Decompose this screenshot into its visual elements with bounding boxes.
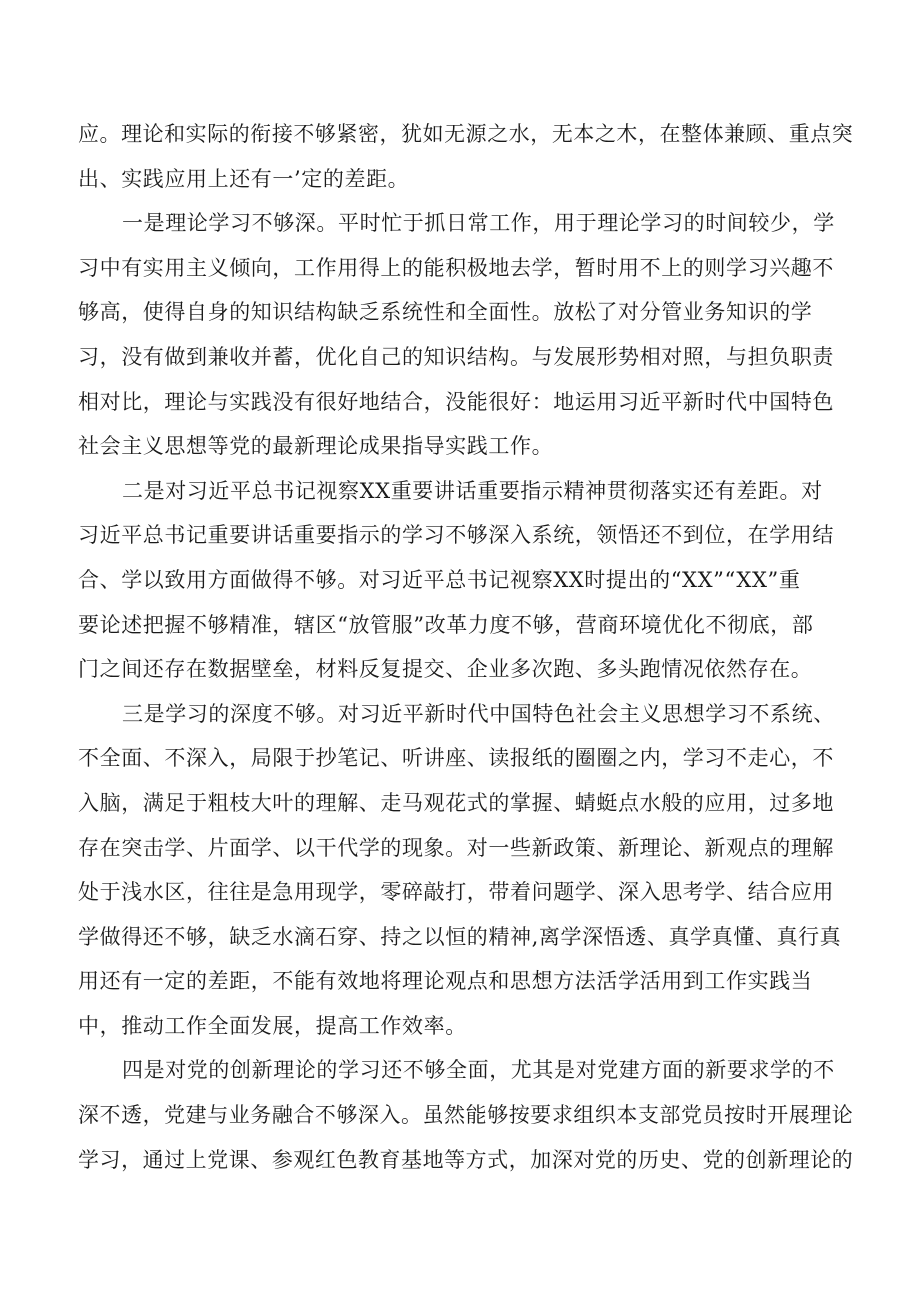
text-line: 习近平总书记重要讲话重要指示的学习不够深入系统，领悟还不到位，在学用结 — [78, 523, 834, 548]
text-line: 习中有实用主义倾向，工作用得上的能积极地去学，暂时用不上的则学习兴趣不 — [78, 255, 834, 280]
text-line: 合、学以致用方面做得不够。对习近平总书记视察XX时提出的“XX”“XX”重 — [78, 567, 801, 592]
paragraph-point-two — [78, 469, 854, 692]
text-line: 不全面、不深入，局限于抄笔记、听讲座、读报纸的圈圈之内，学习不走心，不 — [78, 746, 834, 771]
text-line: 深不透，党建与业务融合不够深入。虽然能够按要求组织本支部党员按时开展理论 — [78, 1103, 854, 1128]
text-line: 用还有一定的差距，不能有效地将理论观点和思想方法活学活用到工作实践当 — [78, 969, 813, 994]
document-body — [78, 112, 854, 1182]
text-line: 出、实践应用上还有一’定的差距。 — [78, 166, 410, 191]
text-line: 处于浅水区，往往是急用现学，零碎敲打，带着问题学、深入思考学、结合应用 — [78, 880, 834, 905]
text-line: 入脑，满足于粗枝大叶的理解、走马观花式的掌握、蜻蜓点水般的应用，过多地 — [78, 790, 834, 815]
paragraph-point-one — [78, 201, 854, 469]
text-line: 社会主义思想等党的最新理论成果指导实践工作。 — [78, 434, 554, 459]
text-line: 学做得还不够，缺乏水滴石穿、持之以恒的精神,离学深悟透、真学真懂、真行真 — [78, 924, 842, 949]
paragraph-continuation — [78, 112, 854, 201]
text-line: 学习，通过上党课、参观红色教育基地等方式，加深对党的历史、党的创新理论的 — [78, 1147, 854, 1172]
text-line: 三是学习的深度不够。对习近平新时代中国特色社会主义思想学习不系统、 — [122, 701, 835, 726]
text-line: 中，推动工作全面发展，提高工作效率。 — [78, 1013, 467, 1038]
paragraph-point-three — [78, 692, 854, 1049]
text-line: 四是对党的创新理论的学习还不够全面，尤其是对党建方面的新要求学的不 — [122, 1058, 835, 1083]
paragraph-point-four — [78, 1048, 854, 1182]
text-line: 习，没有做到兼收并蓄，优化自己的知识结构。与发展形势相对照，与担负职责 — [78, 344, 834, 369]
text-line: 够高，使得自身的知识结构缺乏系统性和全面性。放松了对分管业务知识的学 — [78, 300, 813, 325]
text-line: 一是理论学习不够深。平时忙于抓日常工作，用于理论学习的时间较少，学 — [122, 211, 835, 236]
text-line: 门之间还存在数据壁垒，材料反复提交、企业多次跑、多头跑情况依然存在。 — [78, 657, 813, 682]
text-line: 要论述把握不够精准，辖区“放管服”改革力度不够，营商环境优化不彻底，部 — [78, 612, 814, 637]
text-line: 存在突击学、片面学、以干代学的现象。对一些新政策、新理论、新观点的理解 — [78, 835, 834, 860]
text-line: 应。理论和实际的衔接不够紧密，犹如无源之水，无本之木，在整体兼顾、重点突 — [78, 122, 854, 146]
text-line: 相对比，理论与实践没有很好地结合，没能很好：地运用习近平新时代中国特色 — [78, 389, 834, 414]
text-line: 二是对习近平总书记视察XX重要讲话重要指示精神贯彻落实还有差距。对 — [122, 478, 823, 503]
